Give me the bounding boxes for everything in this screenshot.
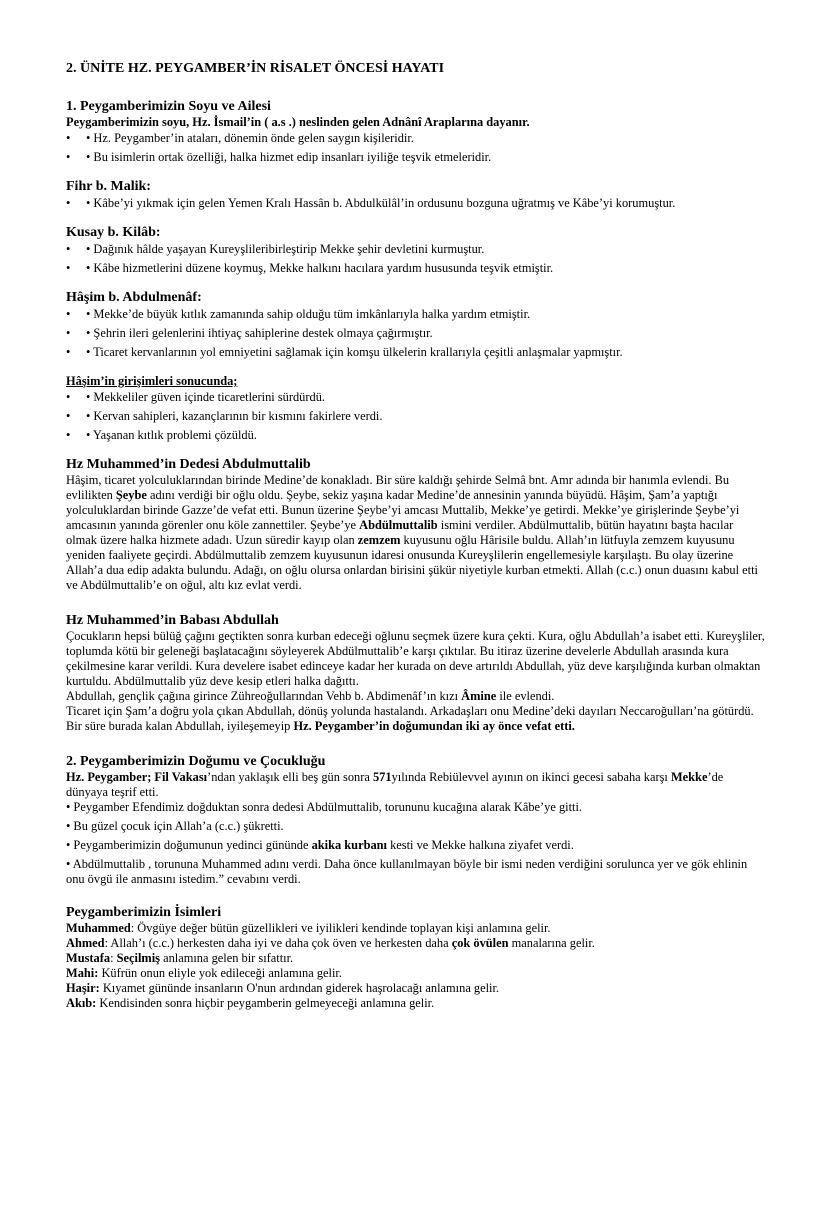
- list-item: • • Hz. Peygamber’in ataları, dönemin önde gelen saygın kişileridir.: [66, 131, 766, 146]
- kusay-heading: Kusay b. Kilâb:: [66, 225, 161, 240]
- name-mahi: Mahi: Küfrün onun eliyle yok edileceği anlamına gelir.: [66, 966, 342, 980]
- hasim-list: [66, 307, 766, 360]
- father-paragraph-2: Abdullah, gençlik çağına girince Zühreoğullarından Vehb b. Abdimenâf’ın kızı Âmine ile evlendi.: [66, 689, 555, 703]
- list-item: • • Yaşanan kıtlık problemi çözüldü.: [66, 428, 766, 443]
- birth-intro: Hz. Peygamber; Fil Vakası’ndan yaklaşık elli beş gün sonra 571yılında Rebiülevvel ayının on ikinci gecesi sabaha karşı Mekke’de dünyaya teşrif etti.: [66, 770, 724, 799]
- section-birth: [66, 754, 766, 887]
- section-lineage: [66, 99, 766, 165]
- fihr-list: [66, 196, 766, 211]
- unit-title: 2. ÜNİTE HZ. PEYGAMBER’İN RİSALET ÖNCESİ HAYATI: [66, 61, 445, 76]
- section-hasim: [66, 290, 766, 360]
- grandfather-paragraph: Hâşim, ticaret yolculuklarından birinde Medine’de konakladı. Bir süre kaldığı şehirde Selmâ bnt. Amr adında bir hanımla evlendi. Bu evlilikten Şeybe adını verdiği bir oğlu oldu. Şeybe, sekiz yaşına kadar Medine’de annesinin yanında büyüdü. Hâşim, Şam’a yaptığı yolculuklardan birinde Gazze’de vefat etti. Bunun üzerine Şeybe’yi amcası Muttalib, Mekke’ye getirdi. Mekke’ye girişlerinde Şeybe’yi amcasının yanında görenler onu köle zannettiler. Şeybe’ye Abdülmuttalib ismini verdiler. Abdülmuttalib, bütün hayatını başta hacılar olmak üzere halka hizmete adadı. Uzun süredir kayıp olan zemzem kuyusunu oğlu Hârisile buldu. Allah’ın lütfuyla zemzem kuyusunu yeniden faaliyete geçirdi. Abdülmuttalib zemzem kuyusunun idaresi onusunda Kureyşlilerin engellemesiyle karşılaştı. Bu olay üzerine Allah’a dua edip adakta bulundu. Adağı, on oğlu olursa onlardan birisini şükür niyetiyle kurban etmekti. Allah (c.c.) onun duasını kabul etti ve Abdülmuttalib’e on oğul, altı kız evlat verdi.: [66, 473, 758, 592]
- list-item: • • Kâbe hizmetlerini düzene koymuş, Mekke halkını hacılara yardım hususunda teşvik etmiştir.: [66, 261, 766, 276]
- names-heading: Peygamberimizin İsimleri: [66, 905, 222, 920]
- list-item: • • Bu isimlerin ortak özelliği, halka hizmet edip insanları iyiliğe teşvik etmeleridir.: [66, 150, 766, 165]
- birth-line-4: • Abdülmuttalib , torununa Muhammed adını verdi. Daha önce kullanılmayan böyle bir ismi neden verdiğini sorulunca yer ve gök ehlinin onu övgü ile anmasını istedim.” cevabını verdi.: [66, 857, 748, 886]
- section-names: [66, 905, 766, 1011]
- father-paragraph-3: Ticaret için Şam’a doğru yola çıkan Abdullah, dönüş yolunda hastalandı. Arkadaşları onu Medine’deki dayıları Neccaroğulları’na götürdü. Bir süre burada kalan Abdullah, iyileşemeyip Hz. Peygamber’in doğumundan iki ay önce vefat etti.: [66, 704, 754, 733]
- section-fihr: [66, 179, 766, 211]
- list-item: • • Kervan sahipleri, kazançlarının bir kısmını fakirlere verdi.: [66, 409, 766, 424]
- document-page: [66, 60, 766, 1025]
- list-item: • • Şehrin ileri gelenlerini ihtiyaç sahiplerine destek olmaya çağırmıştır.: [66, 326, 766, 341]
- name-hasir: Haşir: Kıyamet gününde insanların O'nun ardından giderek haşrolacağı anlamına gelir.: [66, 981, 500, 995]
- birth-line-2: • Bu güzel çocuk için Allah’a (c.c.) şükretti.: [66, 819, 284, 833]
- section-father: [66, 613, 766, 734]
- name-mustafa: Mustafa: Seçilmiş anlamına gelen bir sıfattır.: [66, 951, 294, 965]
- grandfather-heading: Hz Muhammed’in Dedesi Abdulmuttalib: [66, 457, 311, 472]
- list-item: • • Ticaret kervanlarının yol emniyetini sağlamak için komşu ülkelerin krallarıyla çeşitli anlaşmalar yapmıştır.: [66, 345, 766, 360]
- lineage-heading: 1. Peygamberimizin Soyu ve Ailesi: [66, 99, 271, 114]
- section-grandfather: [66, 457, 766, 593]
- birth-line-3: • Peygamberimizin doğumunun yedinci gününde akika kurbanı kesti ve Mekke halkına ziyafet verdi.: [66, 838, 574, 852]
- name-akib: Akıb: Kendisinden sonra hiçbir peygamberin gelmeyeceği anlamına gelir.: [66, 996, 435, 1010]
- list-item: • • Mekkeliler güven içinde ticaretlerini sürdürdü.: [66, 390, 766, 405]
- fihr-heading: Fihr b. Malik:: [66, 179, 151, 194]
- birth-heading: 2. Peygamberimizin Doğumu ve Çocukluğu: [66, 754, 326, 769]
- hasim-results-heading: Hâşim’in girişimleri sonucunda;: [66, 374, 238, 388]
- name-muhammed: Muhammed: Övgüye değer bütün güzellikleri ve iyilikleri kendinde toplayan kişi anlamına gelir.: [66, 921, 551, 935]
- father-paragraph-1: Çocukların hepsi bülüğ çağını geçtikten sonra kurban edeceği oğlunu seçmek üzere kura çekti. Kura, oğlu Abdullah’a isabet etti. Kureyşliler, toplumda kötü bir geleneği başlatacağını söyleyerek Abdülmuttalib’e karşı çıktılar. Bu itiraz üzerine develerle Abdullah arasında kura çekilmesine karar verildi. Kura develere isabet edinceye kadar her kurada on deve artırıldı Abdullah, yüz deve karşılığında kurban olmaktan kurtuldu. Abdülmuttalib yüz deve kesip etleri halka dağıttı.: [66, 629, 765, 688]
- birth-line-1: • Peygamber Efendimiz doğduktan sonra dedesi Abdülmuttalib, torununu kucağına alarak Kâbe’ye gitti.: [66, 800, 583, 814]
- name-ahmed: Ahmed: Allah’ı (c.c.) herkesten daha iyi ve daha çok öven ve herkesten daha çok övülen manalarına gelir.: [66, 936, 595, 950]
- section-kusay: [66, 225, 766, 276]
- father-heading: Hz Muhammed’in Babası Abdullah: [66, 613, 279, 628]
- hasim-heading: Hâşim b. Abdulmenâf:: [66, 290, 202, 305]
- kusay-list: [66, 242, 766, 276]
- list-item: • • Mekke’de büyük kıtlık zamanında sahip olduğu tüm imkânlarıyla halka yardım etmiştir.: [66, 307, 766, 322]
- list-item: • • Kâbe’yi yıkmak için gelen Yemen Kralı Hassân b. Abdulkülâl’in ordusunu bozguna uğratmış ve Kâbe’yi korumuştur.: [66, 196, 766, 211]
- hasim-results-list: [66, 390, 766, 443]
- section-hasim-results: [66, 374, 766, 443]
- lineage-bold-line: Peygamberimizin soyu, Hz. İsmail’in ( a.s .) neslinden gelen Adnânî Araplarına dayanır.: [66, 115, 530, 129]
- lineage-list: [66, 131, 766, 165]
- list-item: • • Dağınık hâlde yaşayan Kureyşlileribirleştirip Mekke şehir devletini kurmuştur.: [66, 242, 766, 257]
